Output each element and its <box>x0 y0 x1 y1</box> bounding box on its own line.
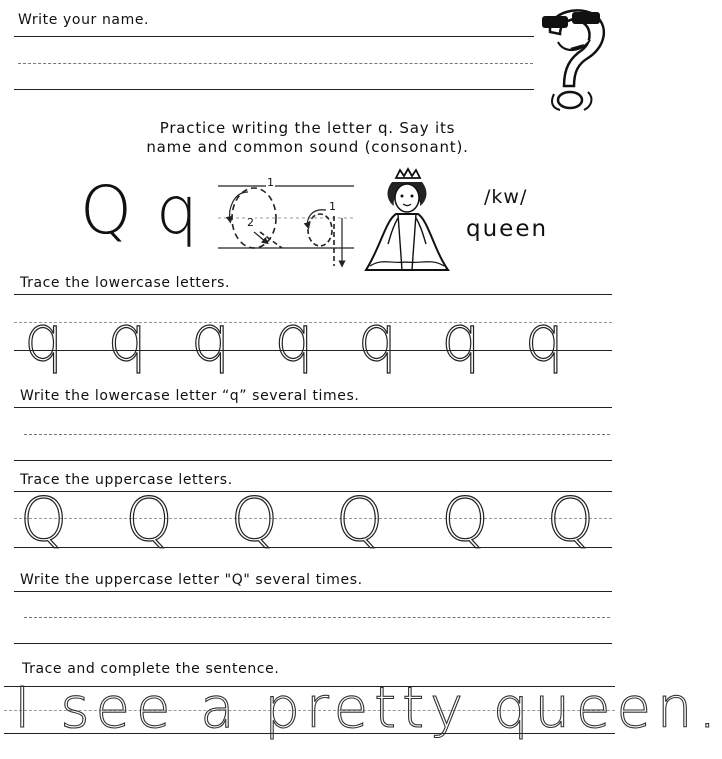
lowercase-trace-row <box>24 300 564 375</box>
letter-sound: /kw/ <box>484 186 528 208</box>
stroke-label-3: 1 <box>329 200 336 213</box>
sentence-label: Trace and complete the sentence. <box>22 661 280 677</box>
stroke-label-1: 1 <box>267 176 274 189</box>
write-lowercase-label: Write the lowercase letter “q” several times. <box>20 388 360 404</box>
instructions-line-2: name and common sound (consonant). <box>146 138 469 156</box>
write-lower-base-line[interactable] <box>14 460 612 461</box>
trace-letter[interactable]: Q <box>441 485 489 555</box>
write-uppercase-label: Write the uppercase letter "Q" several times. <box>20 572 363 588</box>
trace-sentence[interactable]: I see a pretty queen. <box>14 676 722 741</box>
uppercase-trace-row <box>20 485 594 555</box>
write-lower-top-line <box>14 407 612 408</box>
lower-trace-top-line <box>14 294 612 295</box>
trace-letter[interactable]: Q <box>230 485 278 555</box>
name-prompt: Write your name. <box>18 12 150 28</box>
trace-letter[interactable]: Q <box>336 485 384 555</box>
trace-lowercase-label: Trace the lowercase letters. <box>20 275 231 291</box>
trace-letter[interactable]: Q <box>20 485 68 555</box>
trace-letter[interactable]: q <box>190 302 231 375</box>
example-word: queen <box>466 216 549 242</box>
write-upper-mid-line <box>24 617 610 618</box>
stroke-order-diagram <box>214 172 360 272</box>
name-top-line <box>14 36 534 37</box>
name-base-line[interactable] <box>14 89 534 90</box>
question-mark-character-icon <box>530 2 612 114</box>
lowercase-letter: q <box>156 172 198 249</box>
trace-letter[interactable]: q <box>274 302 314 375</box>
trace-letter[interactable]: q <box>107 302 147 375</box>
trace-letter[interactable]: q <box>357 302 398 375</box>
trace-letter[interactable]: Q <box>546 485 594 555</box>
name-mid-line <box>18 63 533 64</box>
write-upper-top-line <box>14 591 612 592</box>
trace-letter[interactable]: q <box>524 302 564 375</box>
uppercase-letter: Q <box>80 172 132 249</box>
write-lower-mid-line <box>24 434 610 435</box>
trace-letter[interactable]: q <box>441 302 481 375</box>
stroke-label-2: 2 <box>247 216 254 229</box>
queen-illustration-icon <box>362 168 452 276</box>
write-upper-base-line[interactable] <box>14 643 612 644</box>
instructions-line-1: Practice writing the letter q. Say its <box>159 119 456 137</box>
trace-letter[interactable]: q <box>24 302 64 375</box>
trace-letter[interactable]: Q <box>125 485 173 555</box>
trace-uppercase-label: Trace the uppercase letters. <box>20 472 233 488</box>
